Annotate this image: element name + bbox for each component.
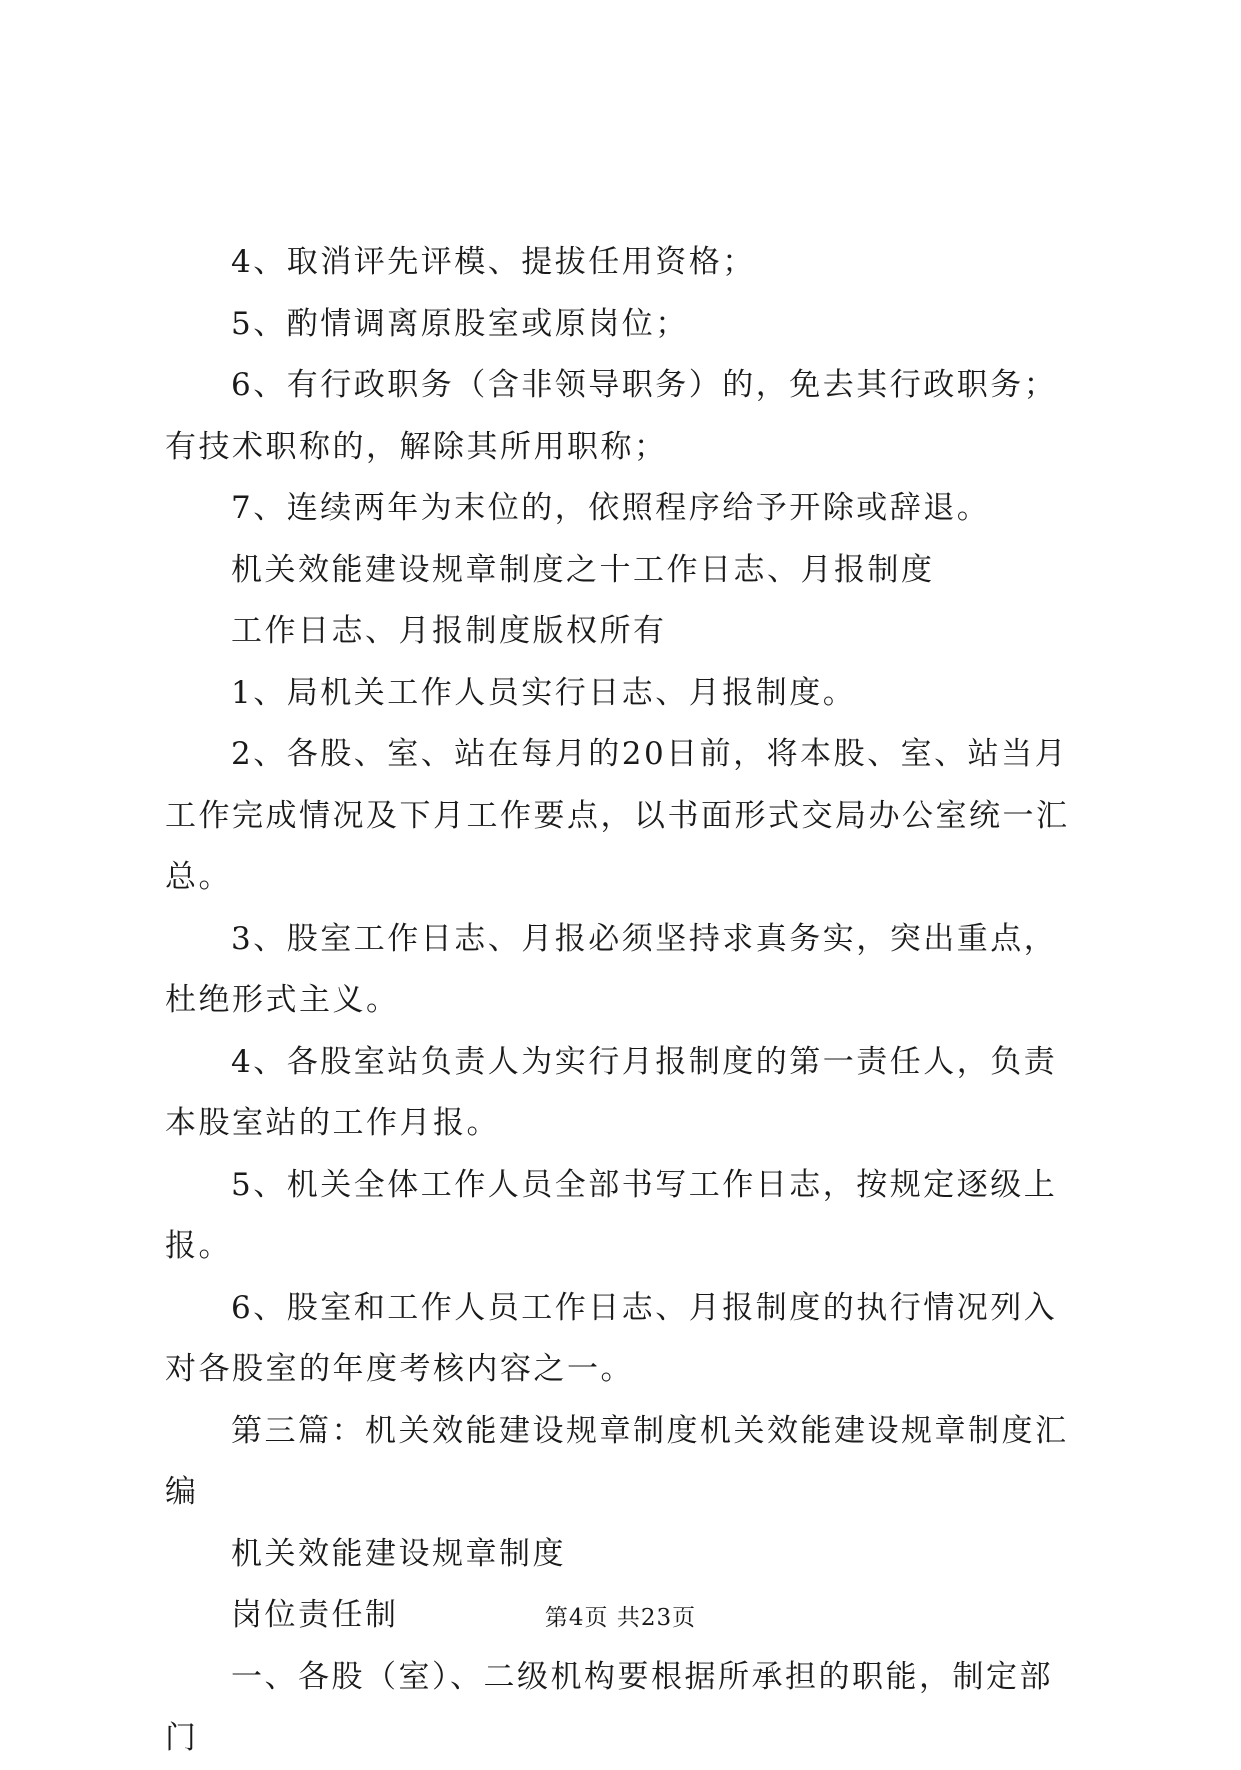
paragraph: 5、酌情调离原股室或原岗位； — [231, 305, 689, 342]
section-subheading: 岗位责任制 — [231, 1597, 399, 1633]
paragraph: 一、各股（室）、二级机构要根据所承担的职能，制定部门 — [165, 1658, 1053, 1756]
page-number-footer: 第4页 共23页 — [544, 1605, 697, 1631]
paragraph: 4、各股室站负责人为实行月报制度的第一责任人，负责本股室站的工作月报。 — [165, 1043, 1058, 1141]
paragraph: 7、连续两年为末位的，依照程序给予开除或辞退。 — [231, 490, 991, 526]
section-heading: 第三篇：机关效能建设规章制度机关效能建设规章制度汇编 — [165, 1412, 1069, 1510]
paragraph: 6、有行政职务（含非领导职务）的，免去其行政职务；有技术职称的，解除其所用职称； — [165, 367, 1058, 465]
paragraph: 2、各股、室、站在每月的20日前，将本股、室、站当月工作完成情况及下月工作要点，以书面形式交局办公室统一汇总。 — [165, 736, 1070, 895]
paragraph: 5、机关全体工作人员全部书写工作日志，按规定逐级上报。 — [165, 1166, 1058, 1264]
document-body — [165, 232, 1085, 1770]
paragraph: 6、股室和工作人员工作日志、月报制度的执行情况列入对各股室的年度考核内容之一。 — [165, 1289, 1058, 1387]
section-subheading: 工作日志、月报制度版权所有 — [231, 613, 667, 649]
section-heading: 机关效能建设规章制度之十工作日志、月报制度 — [231, 551, 935, 588]
paragraph: 4、取消评先评模、提拔任用资格； — [231, 244, 756, 280]
paragraph: 3、股室工作日志、月报必须坚持求真务实，突出重点，杜绝形式主义。 — [165, 920, 1058, 1018]
section-subheading: 机关效能建设规章制度 — [231, 1535, 566, 1572]
paragraph: 1、局机关工作人员实行日志、月报制度。 — [231, 674, 857, 711]
